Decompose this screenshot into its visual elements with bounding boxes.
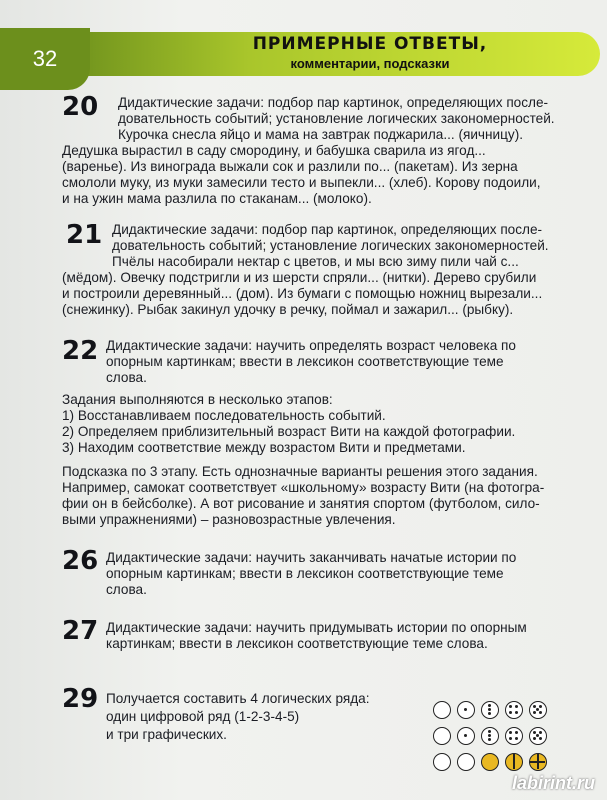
section-number-26: 26 [62,546,99,576]
section-number-21: 21 [66,220,103,250]
page-number: 32 [0,28,90,90]
dot-three-icon [481,701,499,719]
section-27-text: Дидактические задачи: научить придумывать истории по опорным картинкам; ввести в лексикон соответствующие теме слова. [106,620,527,651]
dot-empty-icon [433,701,451,719]
section-29-text: Получается составить 4 логических ряда: один цифровой ряд (1-2-3-4-5) и три графических. [106,691,370,742]
section-number-22: 22 [62,336,99,366]
circle-yellow-icon [481,753,499,771]
dot-one-icon [457,727,475,745]
page-header [0,28,600,80]
section-26-text: Дидактические задачи: научить заканчивать начатые истории по опорным картинкам; ввести в лексикон соответствующие теме слова. [106,550,517,597]
section-number-29: 29 [62,684,99,714]
circle-half-icon [505,753,523,771]
header-subtitle: комментарии, подсказки [290,56,450,71]
dot-four-icon [505,727,523,745]
dot-three-icon [481,727,499,745]
dot-five-icon [529,727,547,745]
circle-cross-icon [529,753,547,771]
dot-empty-icon [433,727,451,745]
circle-empty-icon [457,753,475,771]
section-22-steps: Задания выполняются в несколько этапов: 1) Восстанавливаем последовательность событий. 2) Определяем приблизительный возраст Вити на каждой фотографии. 3) Находим соответствие между возрастом Вити и предметами. [62,392,516,455]
dot-five-icon [529,701,547,719]
section-20-text: Дидактические задачи: подбор пар картинок, определяющих после- довательность событий; установление логических закономерностей. Курочка снесла яйцо и мама на завтрак поджарила... (яичницу). Дедушка вырастил в саду смородину, и бабушка сварила из ягод... (варенье). Из винограда выжали сок и разлили по... (пакетам). Из зерна смололи муку, из муки замесили тесто и выпекли... (хлеб). Корову подоили, и на ужин мама разлила по стаканам... (молоко). [62,95,555,206]
watermark-text: labirint.ru [511,773,595,793]
logic-rows-illustration [433,701,573,777]
section-22-hint: Подсказка по 3 этапу. Есть однозначные варианты решения этого задания. Например, самокат соответствует «школьному» возрасту Вити (на фотогра- фии он в бейсболке). А вот рисование и занятия спортом (футболом, сило- выми упражнениями) – разновозрастные увлечения. [62,464,545,527]
section-number-27: 27 [62,616,99,646]
section-21-text: Дидактические задачи: подбор пар картинок, определяющих после- довательность событий; установление логических закономерностей. Пчёлы насобирали нектар с цветов, и мы всю зиму пили чай с... (мёдом). Овечку подстригли и из шерсти спряли... (нитки). Дерево срубили и построили деревянный... (дом). Из бумаги с помощью ножниц вырезали... (снежинку). Рыбак закинул удочку в речку, поймал и зажарил... (рыбку). [62,222,549,317]
dot-one-icon [457,701,475,719]
section-number-20: 20 [62,92,99,122]
circle-empty-icon [433,753,451,771]
header-title: ПРИМЕРНЫЕ ОТВЕТЫ, [252,34,488,54]
dot-four-icon [505,701,523,719]
section-22-text: Дидактические задачи: научить определять возраст человека по опорным картинкам; ввести в лексикон соответствующие теме слова. [106,338,516,385]
